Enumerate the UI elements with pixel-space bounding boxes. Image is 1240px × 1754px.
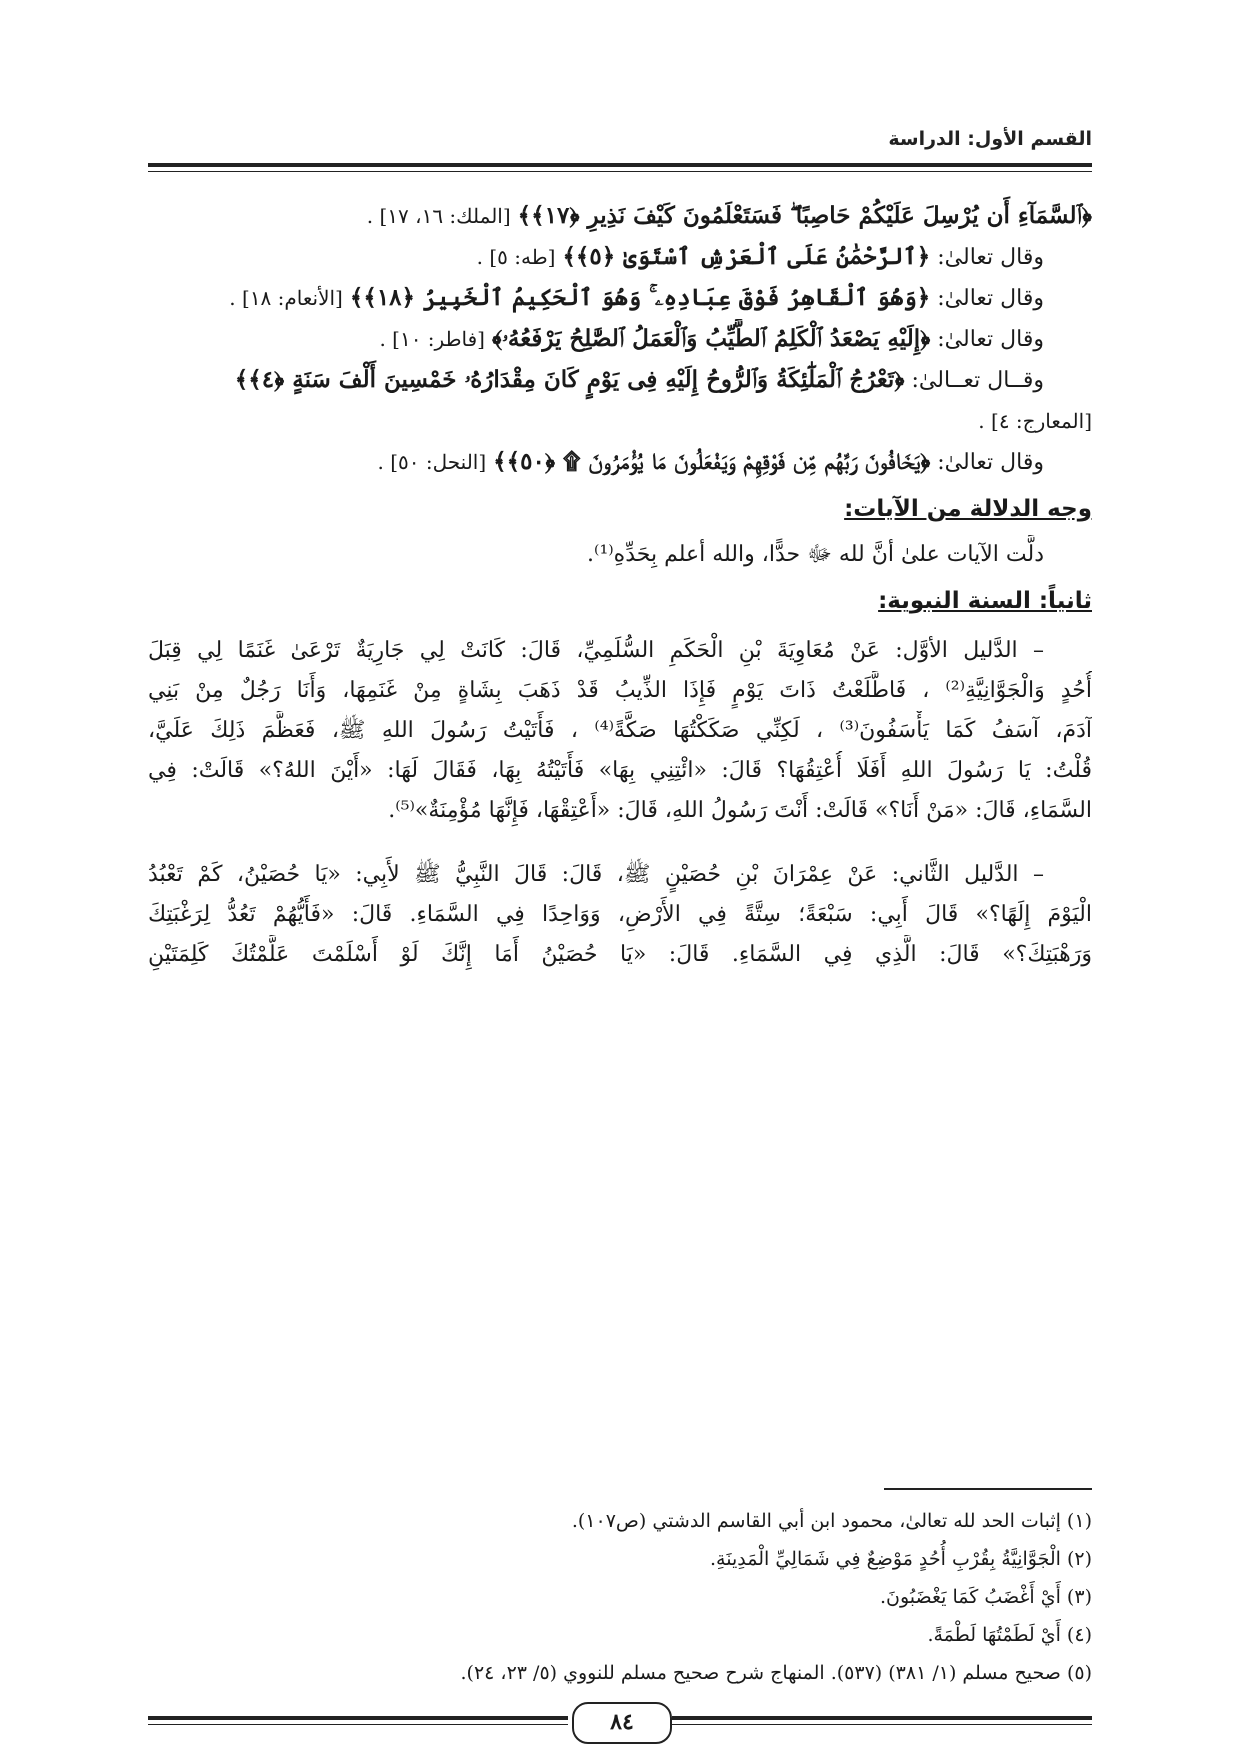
verse-intro: وقال تعالىٰ: bbox=[930, 450, 1044, 475]
footer-rule-left bbox=[148, 1716, 568, 1720]
paragraph-line: أُحُدٍ وَالْجَوَّانِيَّةِ⁽²⁾ ، فَاطَّلَعْتُ ذَاتَ يَوْمٍ فَإِذَا الذِّيبُ قَدْ ذَهَبَ بِشَاةٍ مِنْ غَنَمِهَا، وَأَنَا رَجُلٌ مِنْ بَنِي bbox=[148, 678, 1092, 703]
paragraph-line: – الدَّليل الثَّاني: عَنْ عِمْرَانَ بْنِ حُصَيْنٍ ﷺ، قَالَ: قَالَ النَّبِيُّ ﷺ لأَبِي: «يَا حُصَيْنُ، كَمْ تَعْبُدُ bbox=[148, 862, 1044, 887]
evidence-text: دلَّت الآيات علىٰ أنَّ لله ﷻ حدًّا، والله أعلم بِحَدِّهِ⁽¹⁾. bbox=[587, 542, 1044, 567]
quran-verse: ﴿ٱلرَّحْمَٰنُ عَلَى ٱلْعَرْشِ ٱسْتَوَىٰ ﴿٥﴾﴾ bbox=[562, 243, 931, 270]
footnotes bbox=[148, 1502, 1092, 1692]
verse-reference: [فاطر: ١٠] . bbox=[379, 327, 485, 351]
verse-line bbox=[148, 196, 1092, 237]
verse-reference: [طه: ٥] . bbox=[476, 245, 556, 269]
footnote: (٣) أَيْ أَغْضَبُ كَمَا يَغْضَبُونَ. bbox=[879, 1586, 1092, 1608]
header-rule-thin bbox=[148, 171, 1092, 172]
header-rule bbox=[148, 163, 1092, 167]
footer-rule-left-thin bbox=[148, 1724, 568, 1725]
page-number: ٨٤ bbox=[572, 1702, 672, 1744]
paragraph-line: – الدَّليل الأوَّل: عَنْ مُعَاوِيَةَ بْنِ الْحَكَمِ السُّلَمِيِّ، قَالَ: كَانَتْ لِي جَارِيَةٌ تَرْعَىٰ غَنَمًا لِي قِبَلَ bbox=[148, 638, 1044, 663]
quran-verse: ﴿تَعْرُجُ ٱلْمَلَٰٓئِكَةُ وَٱلرُّوحُ إِلَيْهِ فِى يَوْمٍ كَانَ مِقْدَارُهُۥ خَمْسِينَ أَلْفَ سَنَةٍ ﴿٤﴾﴾ bbox=[234, 366, 905, 393]
footer-rule-right-thin bbox=[672, 1724, 1092, 1725]
paragraph-line: السَّمَاءِ، قَالَ: «مَنْ أَنَا؟» قَالَتْ: أَنْتَ رَسُولُ اللهِ، قَالَ: «أَعْتِقْهَا، فَإِنَّهَا مُؤْمِنَةٌ»⁽⁵⁾. bbox=[388, 798, 1092, 823]
quran-verse: ﴿ٱلسَّمَآءِ أَن يُرْسِلَ عَلَيْكُمْ حَاصِبًا ۖ فَسَتَعْلَمُونَ كَيْفَ نَذِيرِ ﴿١٧﴾﴾ bbox=[517, 202, 1092, 229]
verse-line bbox=[148, 401, 1092, 442]
footnote-separator bbox=[884, 1488, 1092, 1490]
verse-line bbox=[148, 319, 1092, 360]
verse-line bbox=[148, 442, 1092, 483]
running-title: القسم الأول: الدراسة bbox=[888, 128, 1092, 150]
verse-intro: وقال تعالىٰ: bbox=[930, 245, 1044, 270]
verse-intro: وقال تعالىٰ: bbox=[930, 327, 1044, 352]
footnote: (١) إثبات الحد لله تعالىٰ، محمود ابن أبي القاسم الدشتي (ص١٠٧). bbox=[571, 1510, 1092, 1532]
hadith-paragraph-1 bbox=[148, 631, 1092, 831]
footnote: (٢) الْجَوَّانِيَّةُ بِقُرْبِ أُحُدٍ مَوْضِعٌ فِي شَمَالِيِّ الْمَدِينَةِ. bbox=[710, 1548, 1092, 1570]
section-heading-sunnah: ثانياً: السنة النبوية: bbox=[878, 588, 1092, 614]
verse-reference: [الملك: ١٦، ١٧] . bbox=[366, 204, 511, 228]
paragraph-line: وَرَهْبَتِكَ؟» قَالَ: الَّذِي فِي السَّمَاءِ. قَالَ: «يَا حُصَيْنُ أَمَا إِنَّكَ لَوْ أَسْلَمْتَ عَلَّمْتُكَ كَلِمَتَيْنِ bbox=[148, 942, 1092, 967]
quran-verse: ﴿وَهُوَ ٱلْقَاهِرُ فَوْقَ عِبَادِهِۦ ۚ وَهُوَ ٱلْحَكِيمُ ٱلْخَبِيرُ ﴿١٨﴾﴾ bbox=[349, 284, 931, 311]
paragraph-line: آدَمَ، آسَفُ كَمَا يَأْسَفُونَ⁽³⁾ ، لَكِنِّي صَكَكْتُهَا صَكَّةً⁽⁴⁾ ، فَأَتَيْتُ رَسُولَ اللهِ ﷺ، فَعَظَّمَ ذَلِكَ عَلَيَّ، bbox=[148, 718, 1092, 743]
verse-intro: وقــال تعــالىٰ: bbox=[904, 368, 1044, 393]
verse-reference: [النحل: ٥٠] . bbox=[377, 450, 487, 474]
footnote: (٤) أَيْ لَطَمْتُهَا لَطْمَةً. bbox=[927, 1624, 1092, 1646]
footnote: (٥) صحيح مسلم (١/ ٣٨١) (٥٣٧). المنهاج شرح صحيح مسلم للنووي (٥/ ٢٣، ٢٤). bbox=[460, 1662, 1092, 1684]
verse-intro: وقال تعالىٰ: bbox=[930, 286, 1044, 311]
verse-line bbox=[148, 278, 1092, 319]
quran-verse: ﴿إِلَيْهِ يَصْعَدُ ٱلْكَلِمُ ٱلطَّيِّبُ وَٱلْعَمَلُ ٱلصَّٰلِحُ يَرْفَعُهُۥ﴾ bbox=[491, 325, 931, 352]
verse-line bbox=[148, 360, 1092, 401]
quran-verse: ﴿يَخَافُونَ رَبَّهُم مِّن فَوْقِهِمْ وَيَفْعَلُونَ مَا يُؤْمَرُونَ ۩ ﴿٥٠﴾﴾ bbox=[493, 448, 931, 475]
footer-rule-right bbox=[672, 1716, 1092, 1720]
paragraph-line: قُلْتُ: يَا رَسُولَ اللهِ أَفَلَا أُعْتِقُهَا؟ قَالَ: «ائْتِنِي بِهَا» فَأَتَيْتُهُ بِهَا، فَقَالَ لَهَا: «أَيْنَ اللهُ؟» قَالَتْ: فِي bbox=[148, 758, 1092, 783]
verse-reference: [المعارج: ٤] . bbox=[978, 409, 1092, 433]
hadith-paragraph-2 bbox=[148, 855, 1092, 975]
body-text bbox=[148, 196, 1092, 975]
paragraph-line: الْيَوْمَ إِلَهًا؟» قَالَ أَبِي: سَبْعَةً؛ سِتَّةً فِي الأَرْضِ، وَوَاحِدًا فِي السَّمَاءِ. قَالَ: «فَأَيُّهُمْ تَعُدُّ لِرَغْبَتِكَ bbox=[148, 902, 1092, 927]
verse-reference: [الأنعام: ١٨] . bbox=[229, 286, 343, 310]
section-heading-evidence: وجه الدلالة من الآيات: bbox=[844, 496, 1092, 522]
verse-line bbox=[148, 237, 1092, 278]
